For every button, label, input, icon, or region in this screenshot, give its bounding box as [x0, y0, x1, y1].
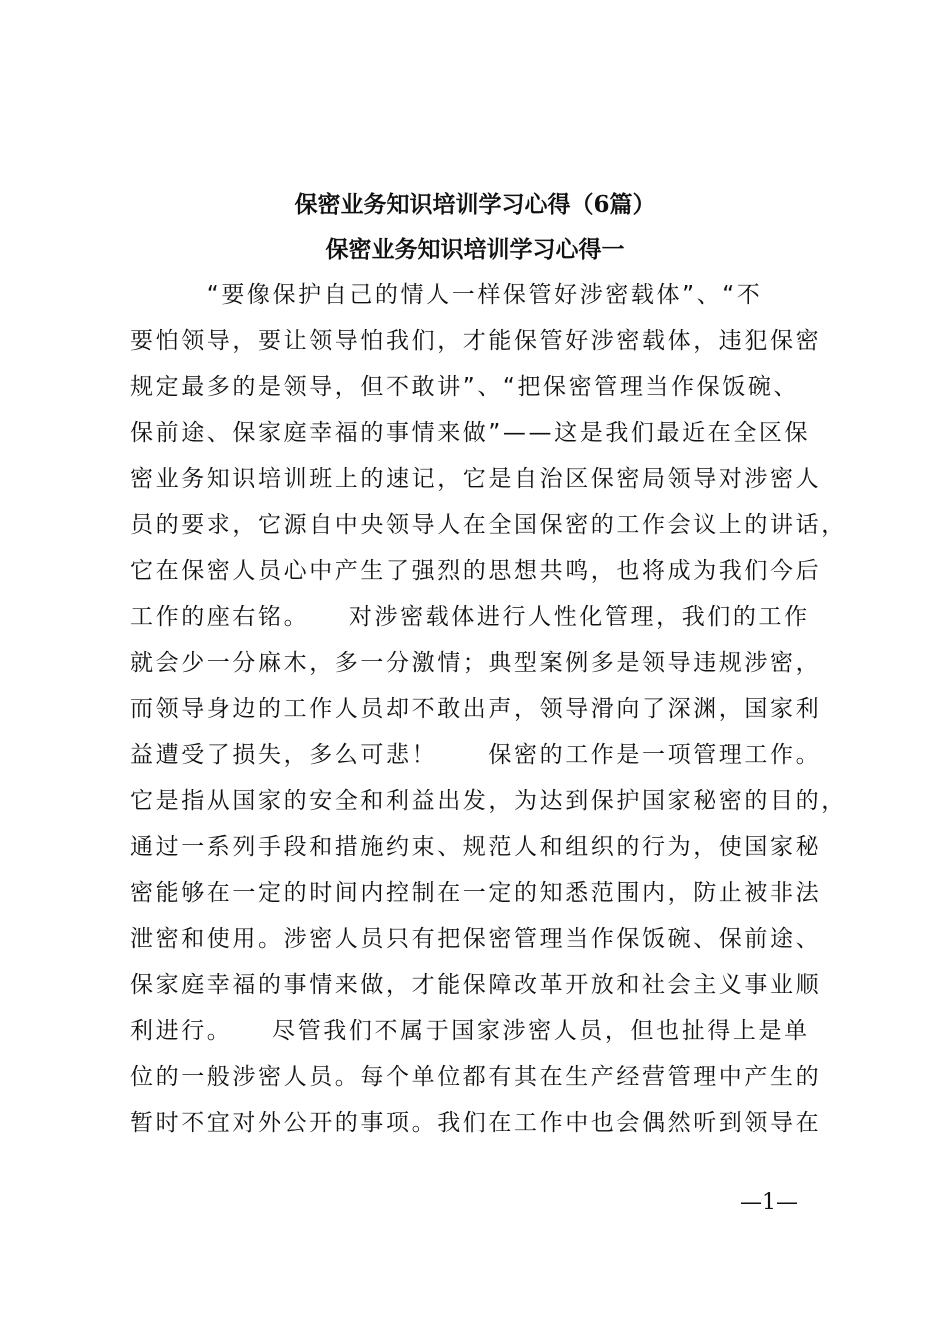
text-line: 密业务知识培训班上的速记，它是自治区保密局领导对涉密人: [130, 466, 822, 492]
text-line: 密能够在一定的时间内控制在一定的知悉范围内，防止被非法: [130, 880, 822, 906]
text-line: 就会少一分麻木，多一分激情；典型案例多是领导违规涉密，: [130, 650, 822, 676]
text-line: 保家庭幸福的事情来做，才能保障改革开放和社会主义事业顺: [130, 972, 822, 998]
section-heading: 保密业务知识培训学习心得一: [325, 236, 625, 263]
text-line: 工作的座右铭。 对涉密载体进行人性化管理，我们的工作: [130, 604, 810, 630]
text-line: 它是指从国家的安全和利益出发，为达到保护国家秘密的目的，: [130, 788, 847, 814]
text-line: 暂时不宜对外公开的事项。我们在工作中也会偶然听到领导在: [130, 1110, 822, 1136]
text-line: 通过一系列手段和措施约束、规范人和组织的行为，使国家秘: [130, 834, 822, 860]
text-line: 要怕领导，要让领导怕我们，才能保管好涉密载体，违犯保密: [130, 328, 822, 354]
text-line: 规定最多的是领导，但不敢讲”、“把保密管理当作保饭碗、: [130, 374, 800, 400]
text-line: “要像保护自己的情人一样保管好涉密载体”、“不: [130, 282, 763, 308]
document-title: 保密业务知识培训学习心得（6篇）: [294, 191, 656, 218]
text-line: 泄密和使用。涉密人员只有把保密管理当作保饭碗、保前途、: [130, 926, 822, 952]
text-line: 益遭受了损失，多么可悲！ 保密的工作是一项管理工作。: [130, 742, 822, 768]
text-line: 它在保密人员心中产生了强烈的思想共鸣，也将成为我们今后: [130, 558, 822, 584]
text-line: 员的要求，它源自中央领导人在全国保密的工作会议上的讲话，: [130, 512, 847, 538]
text-line: 利进行。 尽管我们不属于国家涉密人员，但也扯得上是单: [130, 1018, 810, 1044]
text-line: 保前途、保家庭幸福的事情来做”——这是我们最近在全区保: [130, 420, 811, 446]
text-line: 位的一般涉密人员。每个单位都有其在生产经营管理中产生的: [130, 1064, 822, 1090]
body-text: [130, 272, 847, 1146]
page-number: —1—: [740, 1190, 798, 1215]
text-line: 而领导身边的工作人员却不敢出声，领导滑向了深渊，国家利: [130, 696, 822, 722]
